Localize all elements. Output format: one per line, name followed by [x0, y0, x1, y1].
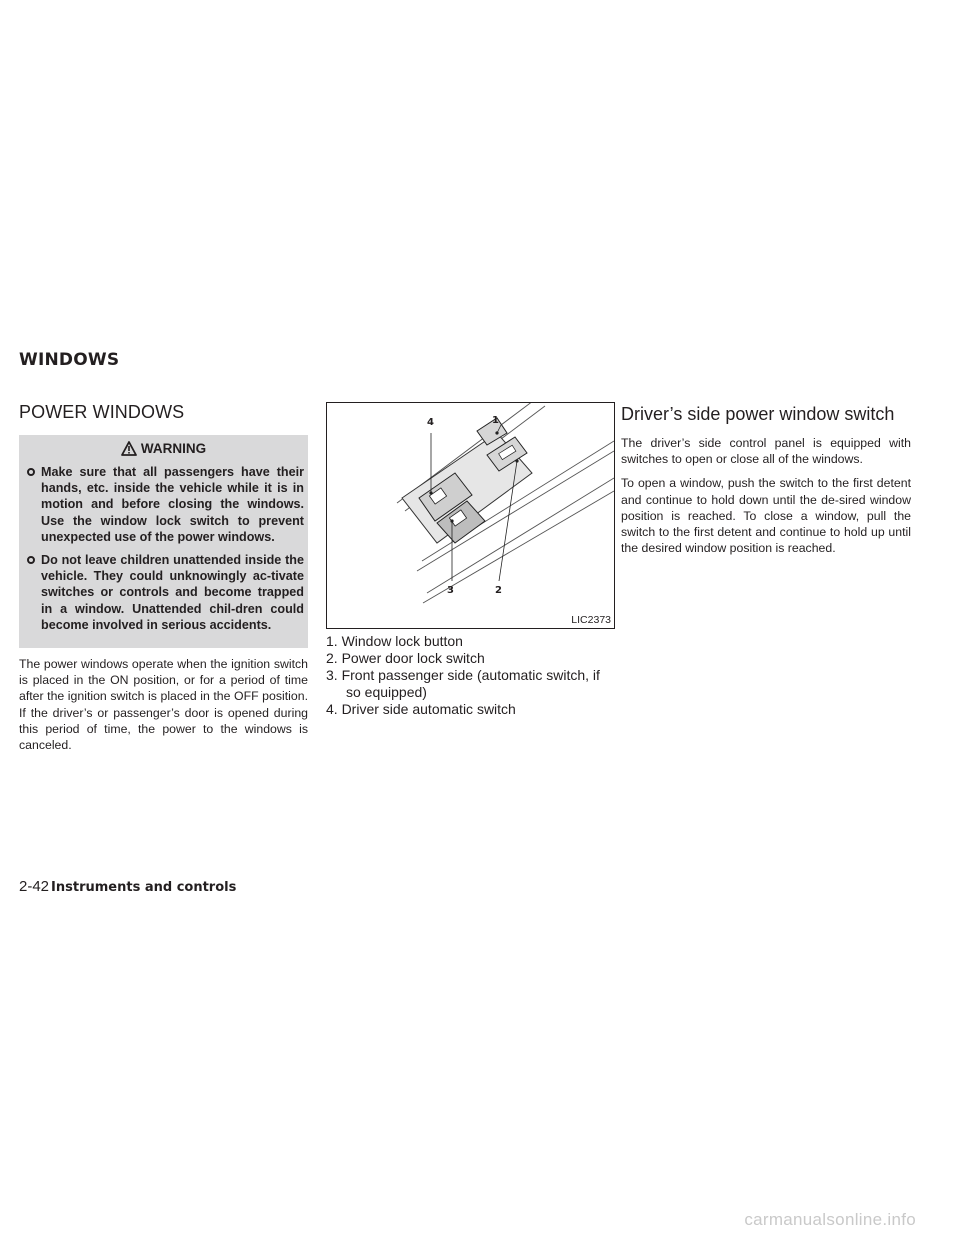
- warning-item: Do not leave children unattended inside the vehicle. They could unknowingly ac-tivate switches or controls and become trapped in a window. Unattended chil-dren could become involved in serious accidents.: [23, 552, 304, 633]
- legend-item: 2. Power door lock switch: [326, 650, 485, 666]
- warning-label: WARNING: [140, 441, 207, 456]
- legend-item: 4. Driver side automatic switch: [326, 701, 516, 717]
- warning-item: Make sure that all passengers have their hands, etc. inside the vehicle while it is in motion and before closing the windows. Use the window lock switch to prevent unexpected use of the power windows.: [23, 464, 304, 545]
- left-column: [19, 402, 308, 761]
- legend-item: 3. Front passenger side (automatic switch, if so equipped): [326, 667, 600, 700]
- legend-item: 1. Window lock button: [326, 633, 463, 649]
- bullet-icon: [27, 556, 35, 564]
- section-header: WINDOWS: [19, 350, 120, 370]
- bullet-icon: [27, 468, 35, 476]
- body-paragraph: The power windows operate when the ignition switch is placed in the ON position, or for a period of time after the ignition switch is placed in the OFF position. If the driver’s or passenger’s door is opened during this period of time, the power to the windows is canceled.: [19, 657, 308, 753]
- right-column: [621, 404, 911, 564]
- figure-legend: [326, 633, 615, 718]
- switch-panel-drawing: [327, 403, 614, 628]
- subsection-heading: Driver’s side power window switch: [621, 404, 895, 424]
- middle-column: [326, 402, 615, 718]
- callout-2: 2: [495, 585, 502, 596]
- section-name: Instruments and controls: [51, 880, 237, 895]
- section-heading: POWER WINDOWS: [19, 402, 185, 422]
- warning-icon: [121, 441, 137, 456]
- body-paragraph: The driver’s side control panel is equipped with switches to open or close all of the windows.: [621, 436, 911, 467]
- body-paragraph: To open a window, push the switch to the first detent and continue to hold down until the de-sired window position is reached. To close a window, pull the switch to the first detent and continue to hold up until the desired window position is reached.: [621, 476, 911, 556]
- figure-code: LIC2373: [571, 614, 611, 626]
- page-number: 2-42: [19, 878, 50, 895]
- callout-3: 3: [447, 585, 454, 596]
- warning-list: [23, 464, 304, 633]
- callout-4: 4: [427, 417, 434, 428]
- window-switch-illustration: [326, 402, 615, 629]
- warning-box: [19, 435, 308, 648]
- watermark: carmanualsonline.info: [744, 1210, 916, 1229]
- callout-1: 1: [492, 415, 499, 426]
- page-footer: [19, 878, 236, 895]
- warning-title: [23, 441, 304, 456]
